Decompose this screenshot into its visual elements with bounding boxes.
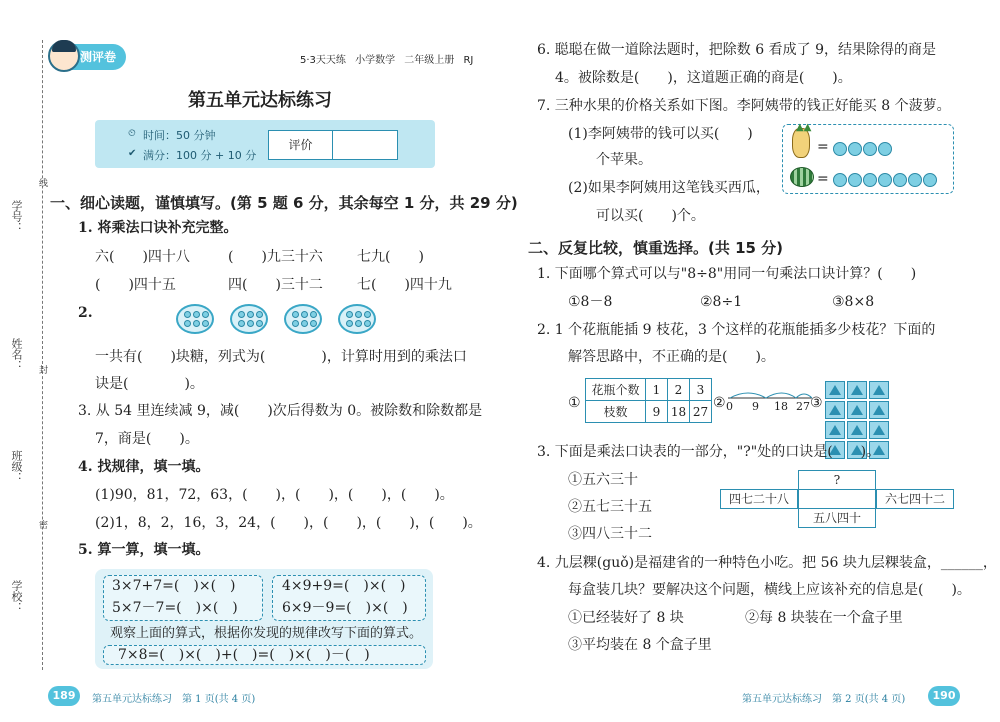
section-1-title: 一、细心读题，谨慎填写。(第 5 题 6 分，其余每空 1 分，共 29 分) xyxy=(50,194,518,212)
apple-icon xyxy=(893,173,907,187)
table-cell: 27 xyxy=(690,401,712,423)
table-bottom-cell: 五八四十 xyxy=(798,508,876,528)
apple-icon xyxy=(878,142,892,156)
q5-eq-a1[interactable]: 3×7+7=( )×( ) xyxy=(112,578,236,594)
q4-line-1[interactable]: (1)90，81，72，63，( )，( )，( )，( )。 xyxy=(95,487,454,503)
tick-label: 18 xyxy=(774,400,788,413)
pineapple-leaves-icon: ▲▲ xyxy=(796,122,812,133)
book-info: 5·3天天练 小学数学 二年级上册 RJ xyxy=(300,55,474,66)
jump-arc xyxy=(730,393,766,398)
watermelon-icon xyxy=(790,167,814,187)
clock-icon: ⏲ xyxy=(128,128,136,139)
c2-line-1: 2. 1 个花瓶能插 9 枝花，3 个这样的花瓶能插多少枝花？下面的 xyxy=(537,322,936,338)
table-row xyxy=(586,401,712,423)
c2-vase-table xyxy=(585,378,712,423)
q1-blank-4[interactable]: ( )四十五 xyxy=(95,277,176,293)
apple-icon xyxy=(878,173,892,187)
q5-eq-b1[interactable]: 4×9+9=( )×( ) xyxy=(282,578,406,594)
q5-note: 观察上面的算式，根据你发现的规律改写下面的算式。 xyxy=(110,626,423,641)
c3-option-3[interactable]: ③四八三十二 xyxy=(568,526,652,542)
table-center-cell xyxy=(798,489,876,509)
class-label: 班级： xyxy=(10,450,23,483)
c4-line-2[interactable]: 每盒装几块？要解决这个问题，横线上应该补充的信息是( )。 xyxy=(568,582,971,598)
right-footer-text: 第五单元达标练习 第 2 页(共 4 页) xyxy=(742,694,906,705)
flower-tile-icon xyxy=(825,421,845,439)
c1-option-2[interactable]: ②8÷1 xyxy=(700,294,743,310)
q7-stem: 7. 三种水果的价格关系如下图。李阿姨带的钱正好能买 8 个菠萝。 xyxy=(537,98,951,114)
seal-char-xian: 线 xyxy=(37,178,47,187)
table-cell: 1 xyxy=(646,379,668,401)
table-question-cell: ? xyxy=(798,470,876,490)
c3-option-2[interactable]: ②五七三十五 xyxy=(568,499,652,515)
c1-option-1[interactable]: ①8－8 xyxy=(568,294,613,310)
equals-sign-2: = xyxy=(817,171,829,187)
evaluation-label: 评价 xyxy=(269,131,333,159)
right-page-number: 190 xyxy=(928,686,960,706)
seal-char-feng: 封 xyxy=(37,365,47,374)
flower-tile-icon xyxy=(847,421,867,439)
c4-option-3[interactable]: ③平均装在 8 个盒子里 xyxy=(568,637,712,653)
left-page-number: 189 xyxy=(48,686,80,706)
c1-option-3[interactable]: ③8×8 xyxy=(832,294,875,310)
jump-arc xyxy=(766,393,796,398)
table-right-cell: 六七四十二 xyxy=(876,489,954,509)
flower-tile-icon xyxy=(869,401,889,419)
page-title: 第五单元达标练习 xyxy=(188,90,332,111)
c2-option-1[interactable]: ① xyxy=(568,395,581,411)
c2-option-2[interactable]: ② xyxy=(713,395,726,411)
c4-option-1[interactable]: ①已经装好了 8 块 xyxy=(568,610,684,626)
c3-stem[interactable]: 3. 下面是乘法口诀表的一部分，"?"处的口诀是( )。 xyxy=(537,444,881,460)
tick-label: 27 xyxy=(796,400,810,413)
q5-stem: 5. 算一算，填一填。 xyxy=(78,542,210,558)
evaluation-box xyxy=(268,130,398,160)
q1-blank-2[interactable]: ( )九三十六 xyxy=(228,249,323,265)
table-cell: 9 xyxy=(646,401,668,423)
apple-icon xyxy=(923,173,937,187)
seal-char-mi: 密 xyxy=(37,520,47,529)
q7-1-line-2: 个苹果。 xyxy=(596,152,652,168)
table-cell: 花瓶个数 xyxy=(586,379,646,401)
apple-icon xyxy=(833,142,847,156)
mascot-icon xyxy=(48,40,80,72)
tick-label: 0 xyxy=(726,400,733,413)
q3-line-2[interactable]: 7，商是( )。 xyxy=(95,431,199,447)
flower-tile-icon xyxy=(869,381,889,399)
q1-stem: 1. 将乘法口诀补充完整。 xyxy=(78,220,238,236)
apple-icon xyxy=(848,142,862,156)
candy-plate-icon xyxy=(284,304,322,334)
table-cell: 18 xyxy=(668,401,690,423)
table-cell: 2 xyxy=(668,379,690,401)
q2-number: 2. xyxy=(78,305,93,321)
c4-option-2[interactable]: ②每 8 块装在一个盒子里 xyxy=(745,610,903,626)
c2-line-2[interactable]: 解答思路中，不正确的是( )。 xyxy=(568,349,775,365)
q5-eq-b2[interactable]: 6×9－9=( )×( ) xyxy=(282,600,408,616)
equals-sign-1: = xyxy=(817,139,829,155)
c3-option-1[interactable]: ①五六三十 xyxy=(568,472,638,488)
q3-line-1[interactable]: 3. 从 54 里连续减 9，减( )次后得数为 0。被除数和除数都是 xyxy=(78,403,483,419)
score-label: 满分：100 分 + 10 分 xyxy=(143,149,257,162)
q7-1-line-1[interactable]: (1)李阿姨带的钱可以买( ) xyxy=(568,126,753,142)
candy-plate-icon xyxy=(230,304,268,334)
apple-icon xyxy=(848,173,862,187)
binding-line xyxy=(42,40,43,670)
flower-tile-icon xyxy=(847,381,867,399)
left-footer-text: 第五单元达标练习 第 1 页(共 4 页) xyxy=(92,694,256,705)
apple-icon xyxy=(833,173,847,187)
q2-line-1[interactable]: 一共有( )块糖，列式为( )，计算时用到的乘法口 xyxy=(95,349,467,365)
flower-tile-icon xyxy=(847,401,867,419)
q4-line-2[interactable]: (2)1，8，2，16，3，24，( )，( )，( )，( )。 xyxy=(95,515,482,531)
apple-icon xyxy=(908,173,922,187)
apple-icon xyxy=(863,173,877,187)
q1-blank-1[interactable]: 六( )四十八 xyxy=(95,249,190,265)
c4-line-1[interactable]: 4. 九层粿(guǒ)是福建省的一种特色小吃。把 56 块九层粿装盒，______， xyxy=(537,555,997,571)
section-2-title: 二、反复比较，慎重选择。(共 15 分) xyxy=(528,239,784,257)
table-row xyxy=(586,379,712,401)
name-label: 姓名： xyxy=(10,338,23,371)
q6-line-1: 6. 聪聪在做一道除法题时，把除数 6 看成了 9，结果除得的商是 xyxy=(537,42,936,58)
q7-2-line-2[interactable]: 可以买( )个。 xyxy=(596,208,705,224)
c2-option-3[interactable]: ③ xyxy=(810,395,823,411)
check-icon: ✔ xyxy=(128,148,137,159)
candy-plate-icon xyxy=(338,304,376,334)
apple-icon xyxy=(863,142,877,156)
apples-row-1 xyxy=(833,141,893,160)
q7-2-line-1: (2)如果李阿姨用这笔钱买西瓜， xyxy=(568,180,770,196)
q5-eq-last[interactable]: 7×8=( )×( )+( )=( )×( )－( ) xyxy=(118,647,370,663)
q1-blank-6[interactable]: 七( )四十九 xyxy=(357,277,452,293)
q5-eq-a2[interactable]: 5×7－7=( )×( ) xyxy=(112,600,238,616)
q1-blank-3[interactable]: 七九( ) xyxy=(357,249,424,265)
table-cell: 枝数 xyxy=(586,401,646,423)
table-left-cell: 四七二十八 xyxy=(720,489,798,509)
q6-line-2[interactable]: 4。被除数是( )，这道题正确的商是( )。 xyxy=(555,70,852,86)
candy-plate-icon xyxy=(176,304,214,334)
tick-label: 9 xyxy=(752,400,759,413)
time-label: 时间：50 分钟 xyxy=(143,129,216,142)
q4-stem: 4. 找规律，填一填。 xyxy=(78,459,210,475)
flower-tile-icon xyxy=(825,401,845,419)
apples-row-2 xyxy=(833,172,938,191)
q2-line-2[interactable]: 诀是( )。 xyxy=(95,376,204,392)
flower-tile-icon xyxy=(869,421,889,439)
q1-blank-5[interactable]: 四( )三十二 xyxy=(228,277,323,293)
flower-tile-icon xyxy=(825,381,845,399)
c1-stem[interactable]: 1. 下面哪个算式可以与"8÷8"用同一句乘法口诀计算？( ) xyxy=(537,266,917,282)
test-badge: 测评卷 xyxy=(50,44,126,70)
table-cell: 3 xyxy=(690,379,712,401)
student-id-label: 学号： xyxy=(10,200,23,233)
school-label: 学校： xyxy=(10,580,23,613)
evaluation-blank[interactable] xyxy=(333,131,397,159)
